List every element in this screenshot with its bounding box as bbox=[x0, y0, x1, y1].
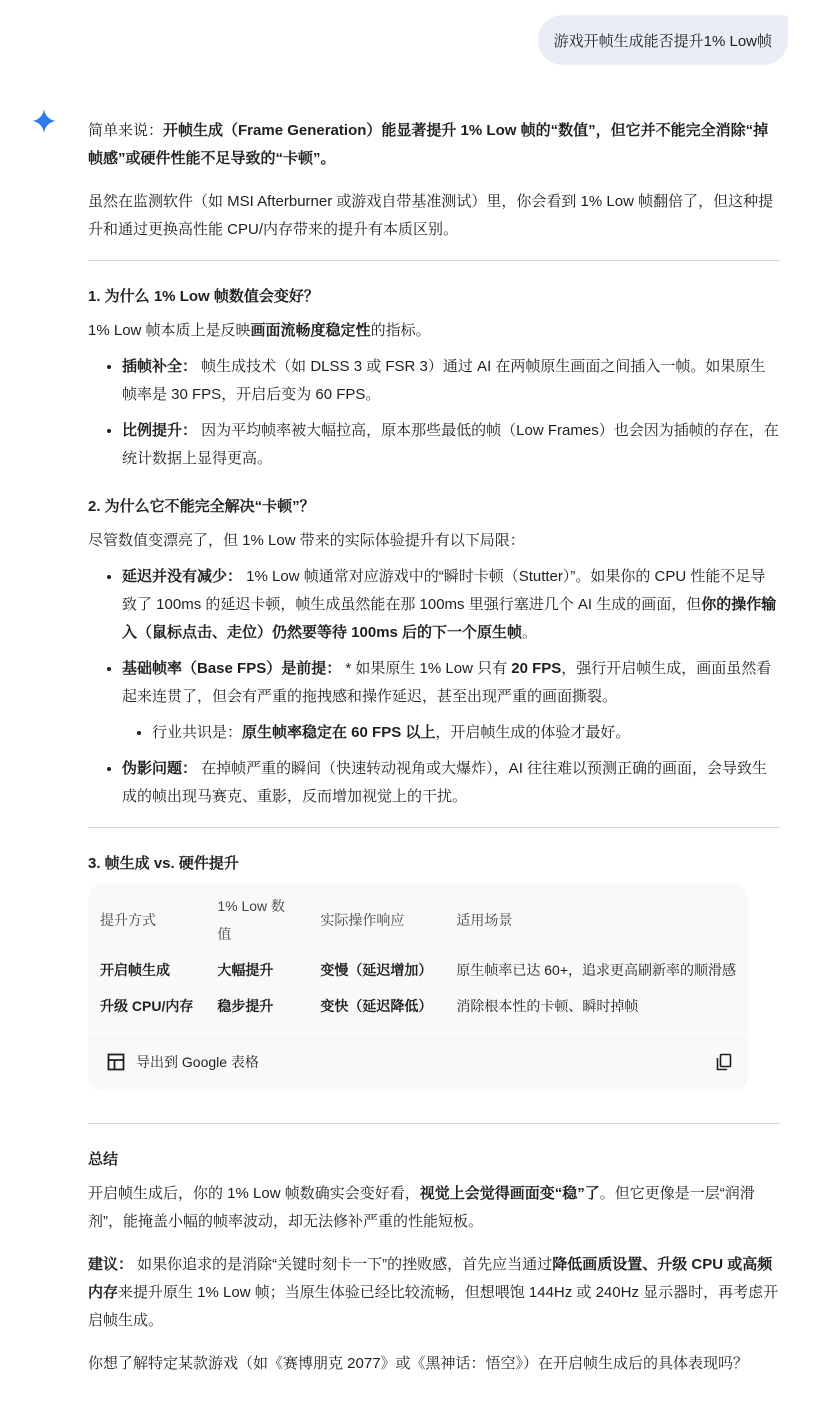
list-item bbox=[122, 755, 780, 811]
divider bbox=[88, 827, 780, 828]
gemini-sparkle-icon bbox=[32, 109, 56, 133]
text-segment: 如果你追求的是消除“关键时刻卡一下”的挫败感，首先应当通过 bbox=[133, 1256, 553, 1273]
summary-paragraph bbox=[88, 1180, 780, 1236]
list-item bbox=[122, 417, 780, 473]
bold-text: 画面流畅度稳定性 bbox=[250, 322, 371, 339]
text-segment: 在掉帧严重的瞬间（快速转动视角或大爆炸），AI 往往难以预测正确的画面，会导致生成的帧出现马赛克、重影，反而增加视觉上的干扰。 bbox=[122, 760, 768, 805]
bold-text: 建议： bbox=[88, 1256, 134, 1273]
text-segment: 来提升原生 1% Low 帧；当原生体验已经比较流畅，但想喂饱 144Hz 或 240Hz 显示器时，再考虑开启帧生成。 bbox=[88, 1284, 779, 1329]
divider bbox=[88, 260, 780, 261]
list-item-text bbox=[122, 660, 771, 705]
section-3-title: 3. 帧生成 vs. 硬件提升 bbox=[88, 855, 239, 872]
export-label: 导出到 Google 表格 bbox=[136, 1054, 259, 1070]
table-footer bbox=[88, 1032, 748, 1091]
comparison-table bbox=[88, 884, 748, 1091]
text-segment: 的指标。 bbox=[370, 322, 431, 339]
list-item bbox=[122, 353, 780, 409]
section-1-paragraph bbox=[88, 317, 780, 345]
table-cell: 消除根本性的卡顿、瞬时掉帧 bbox=[456, 998, 639, 1014]
section-1-title: 1. 为什么 1% Low 帧数值会变好？ bbox=[88, 288, 319, 305]
text-segment: ，强行开启帧生成，画面虽然看起来连贯了，但会有严重的拖拽感和操作延迟，甚至出现严重的画面撕裂。 bbox=[122, 660, 772, 705]
table-row bbox=[88, 952, 748, 988]
sub-list-item bbox=[152, 719, 780, 747]
bold-text: 开帧生成（Frame Generation）能显著提升 1% Low 帧的“数值”，但它并不能完全消除“掉帧感”或硬件性能不足导致的“卡顿”。 bbox=[88, 122, 769, 167]
table-header-row bbox=[88, 888, 748, 952]
table-cell: 变快（延迟降低） bbox=[320, 998, 433, 1014]
table-cell: 升级 CPU/内存 bbox=[100, 998, 194, 1014]
divider bbox=[88, 1123, 780, 1124]
text-segment: 简单来说： bbox=[88, 122, 164, 139]
section-2-paragraph bbox=[88, 527, 780, 555]
section-2-title: 2. 为什么它不能完全解决“卡顿”？ bbox=[88, 498, 315, 515]
column-header: 适用场景 bbox=[456, 912, 513, 928]
column-header: 1% Low 数值 bbox=[217, 898, 286, 942]
table-cell: 大幅提升 bbox=[217, 962, 274, 978]
user-query-text: 游戏开帧生成能否提升1% Low帧 bbox=[553, 32, 772, 50]
list-item bbox=[122, 563, 780, 647]
list-item bbox=[122, 655, 780, 747]
sheets-grid-icon bbox=[106, 1052, 126, 1072]
table-cell: 开启帧生成 bbox=[100, 962, 170, 978]
closing-question bbox=[88, 1350, 780, 1378]
bold-text: 基础帧率（Base FPS）是前提： bbox=[122, 660, 342, 677]
copy-icon[interactable] bbox=[714, 1052, 734, 1072]
export-to-sheets-button[interactable] bbox=[106, 1048, 259, 1076]
user-query-bubble bbox=[538, 15, 788, 65]
text-segment: 虽然在监测软件（如 MSI Afterburner 或游戏自带基准测试）里，你会看到 1% Low 帧翻倍了，但这种提升和通过更换高性能 CPU/内存带来的提升有本质区别。 bbox=[88, 193, 774, 238]
text-segment: 1% Low 帧通常对应游戏中的“瞬时卡顿（Stutter）”。如果你的 CPU 性能不足导致了 100ms 的延迟卡顿，帧生成虽然能在那 100ms 里强行塞进几个 AI 生成的画面，但 bbox=[122, 568, 766, 613]
bold-text: 降低画质设置、升级 CPU 或高频内存 bbox=[88, 1256, 773, 1301]
table-cell: 稳步提升 bbox=[217, 998, 274, 1014]
table-cell: 变慢（延迟增加） bbox=[320, 962, 433, 978]
text-segment: 1% Low 帧本质上是反映 bbox=[88, 322, 251, 339]
table-cell: 原生帧率已达 60+，追求更高刷新率的顺滑感 bbox=[456, 962, 736, 978]
intro-paragraph bbox=[88, 117, 780, 173]
summary-title: 总结 bbox=[88, 1151, 119, 1168]
text-segment: 行业共识是： bbox=[152, 724, 243, 741]
bold-text: 你的操作输入（鼠标点击、走位）仍然要等待 100ms 后的下一个原生帧 bbox=[122, 596, 777, 641]
bold-text: 视觉上会觉得画面变“稳”了 bbox=[419, 1185, 600, 1202]
intro-detail-paragraph bbox=[88, 188, 780, 244]
text-segment: 帧生成技术（如 DLSS 3 或 FSR 3）通过 AI 在两帧原生画面之间插入一帧。如果原生帧率是 30 FPS，开启后变为 60 FPS。 bbox=[122, 358, 766, 403]
text-segment: ，开启帧生成的体验才最好。 bbox=[435, 724, 631, 741]
text-segment: 尽管数值变漂亮了，但 1% Low 带来的实际体验提升有以下局限： bbox=[88, 532, 525, 549]
text-segment: 。 bbox=[522, 624, 538, 641]
bold-text: 原生帧率稳定在 60 FPS 以上 bbox=[242, 724, 436, 741]
bold-text: 伪影问题： bbox=[122, 760, 198, 777]
section-1-list bbox=[88, 353, 780, 473]
text-segment: 开启帧生成后，你的 1% Low 帧数确实会变好看， bbox=[88, 1185, 420, 1202]
response-content bbox=[88, 117, 780, 1393]
column-header: 提升方式 bbox=[100, 912, 156, 928]
bold-text: 比例提升： bbox=[122, 422, 198, 439]
bold-text: 20 FPS bbox=[511, 660, 562, 677]
column-header: 实际操作响应 bbox=[320, 912, 405, 928]
section-2-list bbox=[88, 563, 780, 811]
bold-text: 插帧补全： bbox=[122, 358, 198, 375]
bold-text: 延迟并没有减少： bbox=[122, 568, 243, 585]
text-segment: 因为平均帧率被大幅拉高，原本那些最低的帧（Low Frames）也会因为插帧的存在，在统计数据上显得更高。 bbox=[122, 422, 779, 467]
text-segment: 。但它更像是一层“润滑剂”，能掩盖小幅的帧率波动，却无法修补严重的性能短板。 bbox=[88, 1185, 755, 1230]
table-row bbox=[88, 988, 748, 1024]
advice-paragraph bbox=[88, 1251, 780, 1335]
text-segment: 你想了解特定某款游戏（如《赛博朋克 2077》或《黑神话：悟空》）在开启帧生成后的具体表现吗？ bbox=[88, 1355, 749, 1372]
text-segment: * 如果原生 1% Low 只有 bbox=[341, 660, 512, 677]
